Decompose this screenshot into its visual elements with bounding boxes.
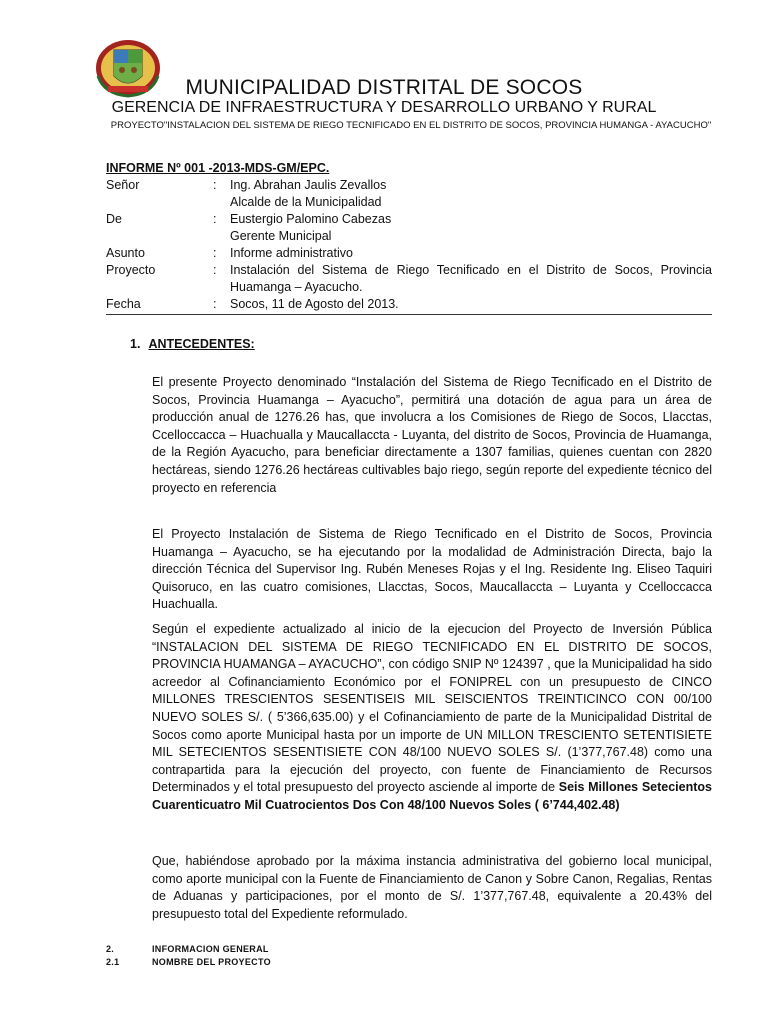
informe-row-colon: : [213, 212, 217, 226]
informe-row-label: Fecha [106, 297, 141, 311]
informe-row-colon: : [213, 178, 217, 192]
header-project-line: PROYECTO"INSTALACION DEL SISTEMA DE RIEGO TECNIFICADO EN EL DISTRITO DE SOCOS, PROVINCIA HUMANGA - AYACUCHO" [110, 120, 712, 131]
informe-block [106, 160, 712, 313]
informe-row-colon: : [213, 246, 217, 260]
informe-row-value: Eustergio Palomino Cabezas [230, 212, 392, 226]
section-2-number: 2. [106, 944, 115, 954]
header-subtitle: GERENCIA DE INFRAESTRUCTURA Y DESARROLLO URBANO Y RURAL [111, 99, 657, 116]
informe-row [106, 296, 712, 313]
informe-row-value: Ing. Abrahan Jaulis Zevallos [230, 178, 387, 192]
paragraph-1: El presente Proyecto denominado “Instalación del Sistema de Riego Tecnificado en el Distrito de Socos, Provincia Huamanga – Ayacucho”, permitirá una dotación de agua para un área de producción anual de 1276.26 has, que involucra a los Comisiones de Riego de Socos, Llacctas, Ccelloccacca – Huachualla y Maucallaccta - Luyanta, del distrito de Socos, Provincia de Huamanga, de la Región Ayacucho, para beneficiar directamente a 1307 familias, quienes cuentan con 2820 hectáreas, siendo 1276.26 hectáreas cultivables bajo riego, según reporte del expediente técnico del proyecto en referencia [152, 375, 712, 495]
paragraph-3 [152, 621, 712, 815]
informe-row-value: Informe administrativo [230, 246, 353, 260]
paragraph-4: Que, habiéndose aprobado por la máxima instancia administrativa del gobierno local municipal, como aporte municipal con la Fuente de Financiamiento de Canon y Sobre Canon, Regalias, Rentas de Aduanas y participaciones, por el monto de S/. 1’377,767.48, equivalente a 20.43% del presupuesto total del Expediente reformulado. [152, 854, 712, 921]
informe-row-label [106, 194, 213, 211]
informe-row [106, 211, 712, 228]
informe-row [106, 177, 712, 194]
informe-row-label: De [106, 212, 122, 226]
header-title: MUNICIPALIDAD DISTRITAL DE SOCOS [185, 76, 583, 99]
informe-row-label [106, 228, 213, 245]
section-2-title: INFORMACION GENERAL [152, 944, 269, 954]
informe-row-label: Señor [106, 178, 140, 192]
informe-row-colon: : [213, 263, 217, 277]
paragraph-3-text: Según el expediente actualizado al inicio de la ejecucion del Proyecto de Inversión Pública “INSTALACION DEL SISTEMA DE RIEGO TECNIFICADO EN EL DISTRITO DE SOCOS, PROVINCIA HUAMANGA – AYACUCHO”, con código SNIP Nº 124397 , que la Municipalidad ha sido acreedor al Cofinanciamiento Económico por el FONIPREL con un presupuesto de CINCO MILLONES TRESCIENTOS SESENTISEIS MIL SEISCIENTOS TREINTICINCO CON 00/100 NUEVO SOLES S/. ( 5’366,635.00) y el Cofinanciamiento de parte de la Municipalidad Distrital de Socos como aporte Municipal hasta por un importe de UN MILLON TRESCIENTO SETENTISIETE MIL SETECIENTOS SESENTISIETE CON 48/100 NUEVO SOLES S/. (1’377,767.48) como una contrapartida para la ejecución del proyecto, con fuente de Financiamiento de Recursos Determinados y el total presupuesto del proyecto asciende al importe de [152, 622, 712, 795]
informe-title: INFORME Nº 001 -2013-MDS-GM/EPC. [106, 161, 330, 175]
informe-row-label: Proyecto [106, 263, 156, 277]
section-2-1-number: 2.1 [106, 957, 120, 967]
informe-row-value: Gerente Municipal [230, 229, 332, 243]
section-title: ANTECEDENTES: [148, 337, 255, 351]
informe-row [106, 245, 712, 262]
section-2-1-title: NOMBRE DEL PROYECTO [152, 957, 271, 967]
informe-row [106, 194, 712, 211]
informe-row-colon [213, 228, 230, 245]
section-number: 1. [130, 337, 141, 351]
informe-row-value: Alcalde de la Municipalidad [230, 195, 382, 209]
informe-row-colon: : [213, 297, 217, 311]
informe-row-value: Instalación del Sistema de Riego Tecnificado en el Distrito de Socos, Provincia Huamanga – Ayacucho. [230, 263, 712, 294]
section-2-heading [106, 944, 269, 954]
informe-row-label: Asunto [106, 246, 145, 260]
informe-row-value: Socos, 11 de Agosto del 2013. [230, 297, 399, 311]
informe-row [106, 228, 712, 245]
informe-row [106, 262, 712, 296]
informe-row-colon [213, 194, 230, 211]
paragraph-2: El Proyecto Instalación de Sistema de Riego Tecnificado en el Distrito de Socos, Provincia Huamanga – Ayacucho, se ha ejecutando por la modalidad de Administración Directa, bajo la dirección Técnica del Supervisor Ing. Rubén Meneses Rojas y el Ing. Residente Ing. Eliseo Taquiri Quisoruco, en las cuatro comisiones, Llacctas, Socos, Maucallaccta – Luyanta y Ccelloccacca Huachualla. [152, 527, 712, 612]
section-heading [130, 337, 255, 351]
section-2-1-heading [106, 957, 271, 967]
paragraph-3-total: Seis Millones Setecientos Cuarenticuatro Mil Cuatrocientos Dos Con 48/100 Nuevos Soles ( 6’744,402.48) [152, 780, 712, 812]
header-divider [106, 314, 712, 315]
